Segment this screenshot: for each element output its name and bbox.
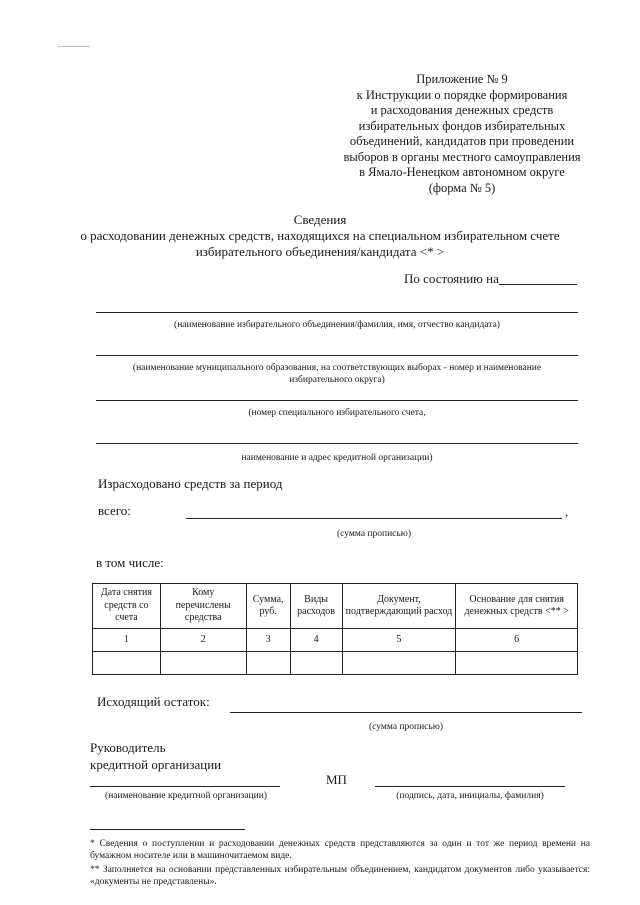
total-sum-field[interactable] bbox=[186, 518, 562, 519]
as-of-label: По состоянию на bbox=[404, 271, 499, 286]
table-cell[interactable] bbox=[93, 652, 161, 675]
column-number: 6 bbox=[456, 629, 578, 652]
bank-field[interactable] bbox=[96, 443, 578, 444]
column-header: Дата снятия средств со счета bbox=[93, 584, 161, 629]
appendix-line: объединений, кандидатов при проведении bbox=[349, 134, 575, 148]
footnote-1: * Сведения о поступлении и расходовании денежных средств представляются за один и тот же период времени на бумажном носителе или в машиночитаемом виде. bbox=[90, 839, 590, 861]
column-number: 1 bbox=[93, 629, 161, 652]
bank-name-caption: (наименование кредитной организации) bbox=[105, 791, 267, 801]
sum-words-caption: (сумма прописью) bbox=[369, 722, 443, 732]
sum-words-caption: (сумма прописью) bbox=[337, 529, 411, 539]
municipality-caption: избирательного округа) bbox=[289, 375, 385, 385]
municipality-caption: (наименование муниципального образования, на соответствующих выборах - номер и наименование bbox=[132, 363, 542, 373]
stamp-label: МП bbox=[326, 772, 347, 787]
party-name-field[interactable] bbox=[96, 312, 578, 313]
appendix-line: к Инструкции о порядке формирования bbox=[356, 87, 568, 102]
appendix-line: (форма № 5) bbox=[428, 180, 496, 195]
footnote-2: ** Заполняется на основании представленных избирательным объединением, кандидатом документов либо указывается: «документы не представлены». bbox=[90, 865, 590, 887]
remaining-sum-field[interactable] bbox=[230, 712, 582, 713]
total-label: всего: bbox=[98, 503, 131, 518]
table-header-row bbox=[93, 584, 578, 629]
column-header: Кому перечислены средства bbox=[160, 584, 246, 629]
appendix-line: в Ямало-Ненецком автономном округе bbox=[359, 165, 565, 179]
column-number: 4 bbox=[290, 629, 342, 652]
appendix-line: выборов в органы местного самоуправления bbox=[343, 149, 581, 164]
signature-caption: (подпись, дата, инициалы, фамилия) bbox=[396, 791, 544, 801]
bank-name-field[interactable] bbox=[90, 786, 280, 787]
spent-label: Израсходовано средств за период bbox=[98, 476, 283, 491]
account-caption: (номер специального избирательного счета, bbox=[248, 408, 426, 418]
document-title bbox=[60, 212, 580, 260]
total-comma: , bbox=[565, 504, 569, 519]
as-of-date-field[interactable] bbox=[499, 284, 577, 285]
table-cell[interactable] bbox=[342, 652, 456, 675]
table-row bbox=[93, 652, 578, 675]
appendix-line: Приложение № 9 bbox=[416, 72, 508, 86]
column-header: Виды расходов bbox=[290, 584, 342, 629]
column-number: 5 bbox=[342, 629, 456, 652]
appendix-line: избирательных фондов избирательных bbox=[358, 118, 566, 133]
appendix-block bbox=[336, 72, 588, 196]
scan-mark bbox=[58, 46, 90, 47]
party-name-caption: (наименование избирательного объединения/фамилия, имя, отчество кандидата) bbox=[174, 320, 500, 330]
title-heading: Сведения bbox=[293, 212, 347, 227]
table-cell[interactable] bbox=[246, 652, 290, 675]
account-number-field[interactable] bbox=[96, 400, 578, 401]
title-line: избирательного объединения/кандидата <* > bbox=[195, 244, 445, 259]
column-number: 2 bbox=[160, 629, 246, 652]
table-number-row bbox=[93, 629, 578, 652]
municipality-field[interactable] bbox=[96, 355, 578, 356]
table-cell[interactable] bbox=[456, 652, 578, 675]
title-line: о расходовании денежных средств, находящихся на специальном избирательном счете bbox=[80, 228, 560, 243]
footnote-divider bbox=[90, 829, 245, 830]
column-number: 3 bbox=[246, 629, 290, 652]
remaining-label: Исходящий остаток: bbox=[97, 694, 210, 709]
head-label: кредитной организации bbox=[90, 757, 222, 772]
appendix-line: и расходования денежных средств bbox=[370, 103, 554, 117]
table-cell[interactable] bbox=[160, 652, 246, 675]
table-cell[interactable] bbox=[290, 652, 342, 675]
column-header: Документ, подтверждающий расход bbox=[342, 584, 456, 629]
including-label: в том числе: bbox=[96, 555, 164, 570]
expenses-table bbox=[92, 583, 578, 675]
signature-field[interactable] bbox=[375, 786, 565, 787]
column-header: Сумма, руб. bbox=[246, 584, 290, 629]
head-label: Руководитель bbox=[90, 740, 166, 755]
column-header: Основание для снятия денежных средств <** > bbox=[456, 584, 578, 629]
bank-caption: наименование и адрес кредитной организации) bbox=[241, 453, 433, 463]
